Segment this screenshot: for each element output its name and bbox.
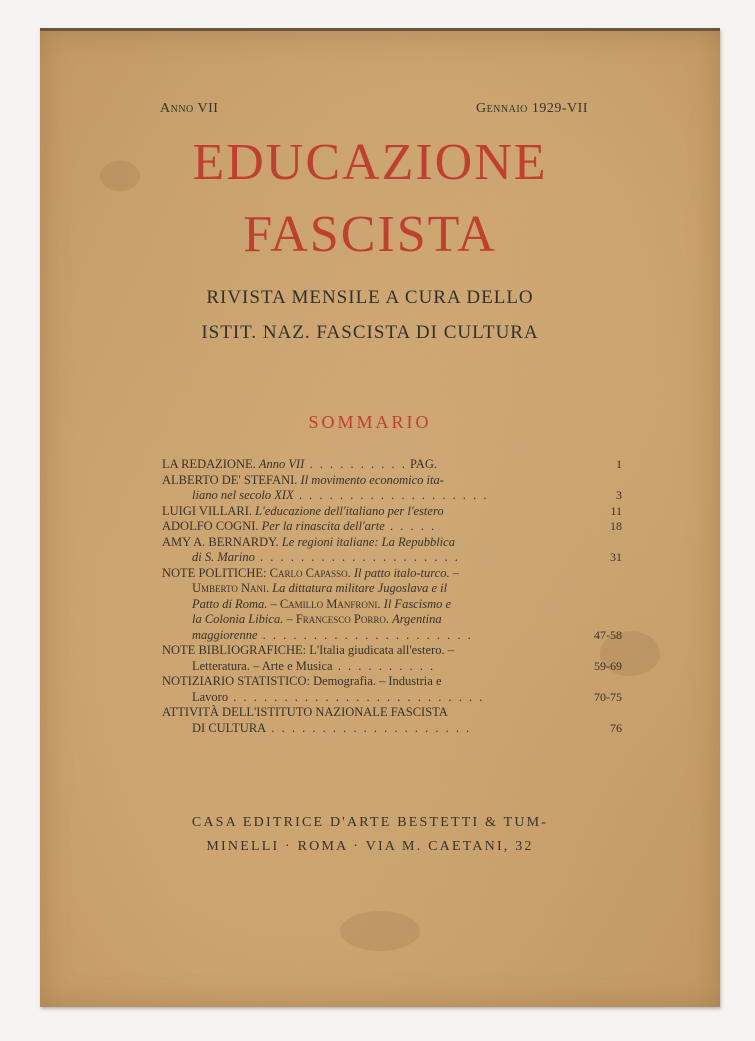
toc-leader: . . . . . . . . . . — [332, 658, 436, 673]
toc-page: 70-75 — [594, 689, 622, 704]
toc-title: L'Italia giudicata all'estero. – — [309, 643, 454, 657]
issue-year: Anno VII — [160, 101, 219, 116]
contents-heading: SOMMARIO — [308, 412, 432, 432]
toc-author: Umberto Nani. — [192, 581, 270, 595]
toc-page: 31 — [610, 550, 622, 564]
toc-separator: – — [267, 596, 280, 611]
toc-author: Francesco Porro. — [295, 612, 389, 626]
toc-page: 59-69 — [594, 658, 622, 673]
toc-page: 76 — [610, 720, 622, 735]
toc-page: 47-58 — [594, 627, 622, 642]
toc-entry — [162, 643, 622, 674]
toc-title-cont: Lavoro — [192, 689, 229, 704]
toc-section: NOTE BIBLIOGRAFICHE: — [162, 643, 307, 657]
toc-author: ADOLFO COGNI. — [162, 519, 259, 533]
toc-leader: . . . . . . . . . . . . . . . . . . . . — [254, 550, 460, 564]
publisher-line-1: CASA EDITRICE D'ARTE BESTETTI & TUM- — [191, 815, 549, 830]
toc-entry — [162, 534, 622, 566]
toc-author: Camillo Manfroni. — [279, 596, 381, 611]
publisher-line-2: MINELLI · ROMA · VIA M. CAETANI, 32 — [206, 839, 534, 854]
title-line-2: FASCISTA — [243, 206, 497, 263]
magazine-cover — [40, 28, 720, 1007]
toc-section: NOTE POLITICHE: — [162, 565, 267, 580]
toc-title: Il patto italo-turco. — [353, 565, 450, 580]
toc-leader: . . . . . . . . . . — [304, 457, 407, 471]
toc-pag-label: PAG. — [409, 457, 437, 471]
toc-title-cont: di S. Marino — [192, 550, 255, 564]
toc-title: La dittatura militare Jugoslava e il — [272, 581, 448, 595]
toc-title: Per la rinascita dell'arte — [261, 519, 385, 533]
stain — [340, 911, 420, 951]
toc-author: AMY A. BERNARDY. — [162, 534, 279, 549]
toc-page: 3 — [616, 488, 622, 502]
toc-separator: – — [283, 612, 296, 626]
toc-section: ATTIVITÀ DELL'ISTITUTO NAZIONALE FASCISTA — [162, 705, 448, 719]
toc-section: NOTIZIARIO STATISTICO: — [162, 674, 310, 688]
toc-leader: . . . . . . . . . . . . . . . . . . . . — [266, 720, 472, 735]
toc-separator: – — [449, 565, 459, 580]
toc-entry — [162, 565, 622, 644]
toc-title: Il Fascismo e — [383, 596, 452, 611]
table-of-contents — [162, 457, 622, 736]
toc-entry — [162, 705, 622, 736]
toc-author: LA REDAZIONE. — [162, 457, 256, 471]
toc-entry — [162, 674, 622, 705]
toc-leader: . . . . . — [384, 519, 437, 533]
title-line-1: EDUCAZIONE — [192, 134, 548, 191]
toc-entry — [162, 472, 622, 504]
toc-title: Argentina — [392, 612, 442, 626]
toc-entry — [162, 457, 622, 473]
issue-date: Gennaio 1929-VII — [475, 101, 588, 116]
toc-page: 18 — [610, 519, 622, 533]
toc-leader: . . . . . . . . . . . . . . . . . . . . . — [257, 627, 473, 642]
toc-title: L'educazione dell'italiano per l'estero — [255, 503, 444, 518]
toc-author: LUIGI VILLARI. — [162, 503, 253, 518]
toc-leader: . . . . . . . . . . . . . . . . . . . — [293, 488, 489, 502]
subtitle-line-2: ISTIT. NAZ. FASCISTA DI CULTURA — [201, 322, 539, 343]
toc-title: Il movimento economico ita- — [300, 472, 444, 487]
toc-page: 11 — [610, 503, 622, 518]
toc-title-cont: maggiorenne — [192, 627, 258, 642]
toc-author: Carlo Capasso. — [269, 565, 351, 580]
toc-entry — [162, 503, 622, 520]
toc-entry — [162, 519, 622, 535]
toc-title-cont: la Colonia Libica. — [192, 612, 284, 626]
toc-author: ALBERTO DE' STEFANI. — [162, 472, 298, 487]
toc-page: 1 — [616, 457, 622, 471]
toc-leader: . . . . . . . . . . . . . . . . . . . . . . . . . — [228, 689, 485, 704]
toc-title: Le regioni italiane: La Repubblica — [281, 534, 455, 549]
toc-section-cont: DI CULTURA — [192, 720, 267, 735]
toc-title-cont: Letteratura. – Arte e Musica — [192, 658, 333, 673]
toc-title: Demografia. – Industria e — [313, 674, 442, 688]
toc-title: Anno VII — [258, 457, 305, 471]
toc-title-cont: Patto di Roma. — [192, 596, 268, 611]
toc-title-cont: liano nel secolo XIX — [192, 488, 294, 502]
subtitle-line-1: RIVISTA MENSILE A CURA DELLO — [206, 287, 534, 308]
